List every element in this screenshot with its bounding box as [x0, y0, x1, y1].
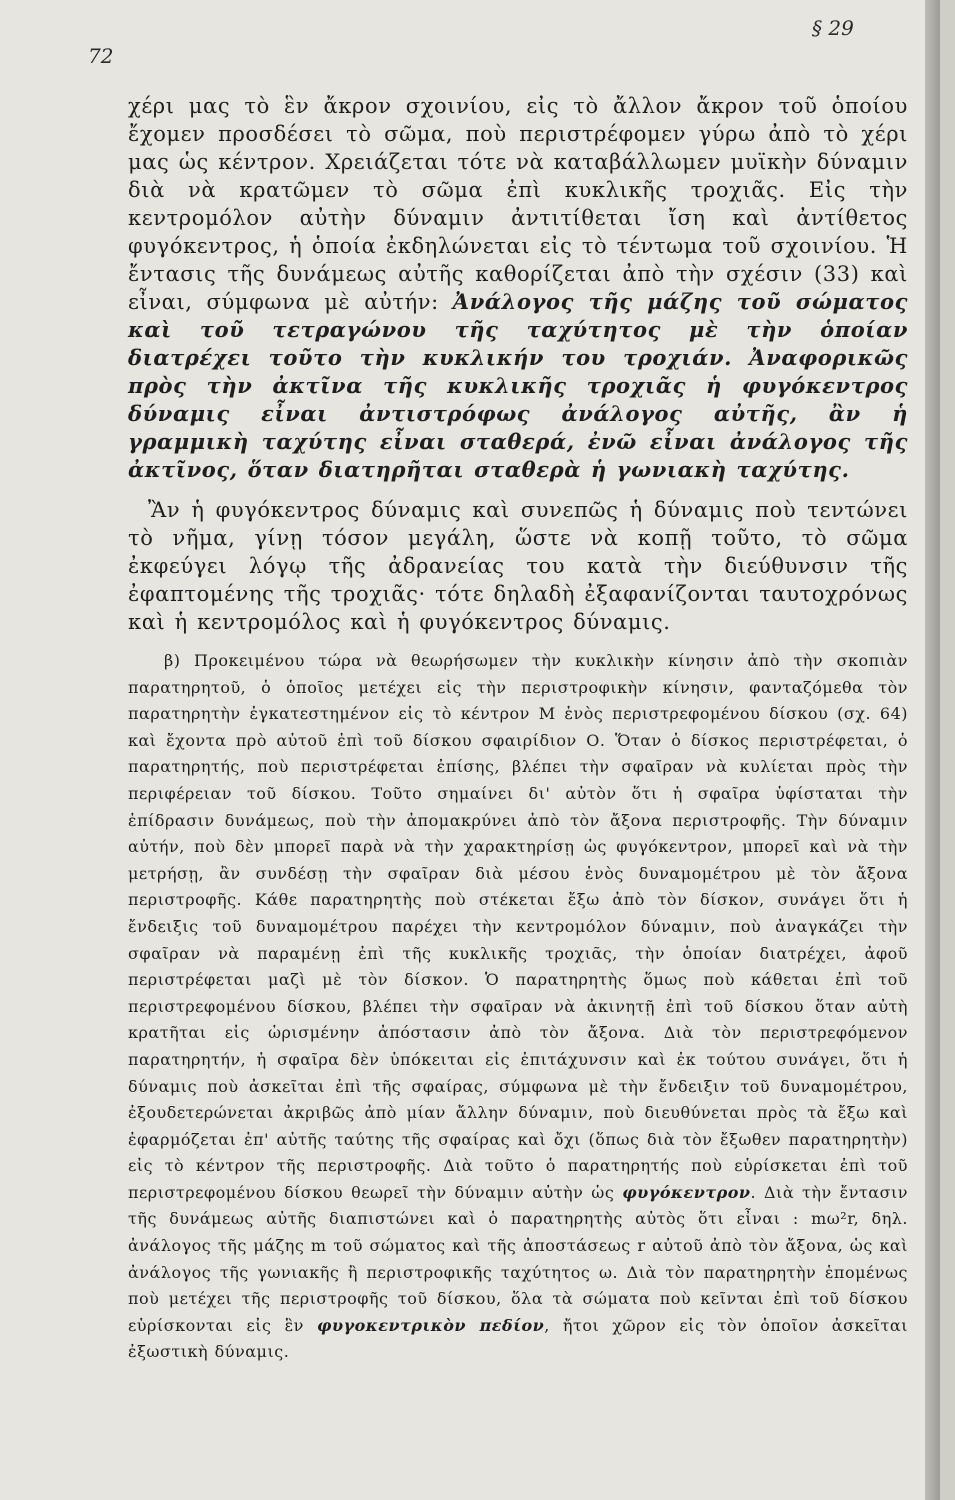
paragraph-text: χέρι μας τὸ ἓν ἄκρον σχοινίου, εἰς τὸ ἄλλον ἄκρον τοῦ ὁποίου ἔχομεν προσδέσει τὸ σῶμα, ποὺ περιστρέφομεν γύρω ἀπὸ τὸ χέρι μας ὡς κέντρον. Χρειάζεται τότε νὰ καταβάλλωμεν μυϊκὴν δύναμιν διὰ νὰ κρατῶμεν τὸ σῶμα ἐπὶ κυκλικῆς τροχιᾶς. Εἰς τὴν κεντρομόλον αὐτὴν δύναμιν ἀντιτίθεται ἴση καὶ ἀντίθετος φυγόκεντρος, ἡ ὁποία ἐκδηλώνεται εἰς τὸ τέντωμα τοῦ σχοινίου. Ἡ ἔντασις τῆς δυνάμεως αὐτῆς καθορίζεται ἀπὸ τὴν σχέσιν (33) καὶ εἶναι, σύμφωνα μὲ αὐτήν:	[128, 94, 908, 314]
paragraph-rotating-observer	[128, 648, 908, 1366]
page-number: 72	[88, 44, 114, 68]
paragraph-centrifugal-force-intro	[128, 92, 908, 484]
paragraph-text-continued: . Διὰ τὴν ἔντασιν τῆς δυνάμεως αὐτῆς διαπιστώνει καὶ ὁ παρατηρητὴς αὐτὸς ὅτι εἶναι : mω²r, δηλ. ἀνάλογος τῆς μάζης m τοῦ σώματος καὶ τῆς ἀποστάσεως r αὐτοῦ ἀπὸ τὸν ἄξονα, ὡς καὶ ἀνάλογος τῆς γωνιακῆς ἢ περιστροφικῆς ταχύτητος ω. Διὰ τὸν παρατηρητὴν ἑπομένως ποὺ μετέχει τῆς περιστροφῆς τοῦ δίσκου, ὅλα τὰ σώματα ποὺ κεῖνται ἐπὶ τοῦ δίσκου εὑρίσκονται εἰς ἓν	[128, 1182, 908, 1335]
emphasized-term-centrifugal-field: φυγοκεντρικὸν πεδίον	[316, 1315, 545, 1335]
page-body	[128, 92, 908, 1366]
emphasized-statement: Ἀνάλογος τῆς μάζης τοῦ σώματος καὶ τοῦ τετραγώνου τῆς ταχύτητος μὲ τὴν ὁποίαν διατρέχει τοῦτο τὴν κυκλικήν του τροχιάν. Ἀναφορικῶς πρὸς τὴν ἀκτῖνα τῆς κυκλικῆς τροχιᾶς ἡ φυγόκεντρος δύναμις εἶναι ἀντιστρόφως ἀνάλογος αὐτῆς, ἂν ἡ γραμμικὴ ταχύτης εἶναι σταθερά, ἐνῶ εἶναι ἀνάλογος τῆς ἀκτῖνος, ὅταν διατηρῆται σταθερὰ ἡ γωνιακὴ ταχύτης.	[128, 289, 908, 482]
emphasized-term-centrifugal: φυγόκεντρον	[622, 1182, 751, 1202]
page-edge-shadow	[925, 0, 940, 1500]
paragraph-text-end: , ἤτοι χῶρον εἰς τὸν ὁποῖον ἀσκεῖται ἐξωστικὴ δύναμις.	[128, 1315, 908, 1362]
paragraph-rope-breaks: Ἂν ἡ φυγόκεντρος δύναμις καὶ συνεπῶς ἡ δύναμις ποὺ τεντώνει τὸ νῆμα, γίνῃ τόσον μεγάλη, ὥστε νὰ κοπῇ τοῦτο, τὸ σῶμα ἐκφεύγει λόγῳ τῆς ἀδρανείας του κατὰ τὴν διεύθυνσιν τῆς ἐφαπτομένης τῆς τροχιᾶς· τότε δηλαδὴ ἐξαφανίζονται ταυτοχρόνως καὶ ἡ κεντρομόλος καὶ ἡ φυγόκεντρος δύναμις.	[128, 498, 908, 634]
page-header	[0, 0, 940, 80]
section-reference: § 29	[812, 16, 854, 40]
paragraph-text: β) Προκειμένου τώρα νὰ θεωρήσωμεν τὴν κυκλικὴν κίνησιν ἀπὸ τὴν σκοπιὰν παρατηρητοῦ, ὁ ὁποῖος μετέχει εἰς τὴν περιστροφικὴν κίνησιν, φανταζόμεθα τὸν παρατηρητὴν ἐγκατεστημένον εἰς τὸ κέντρον Μ ἑνὸς περιστρεφομένου δίσκου (σχ. 64) καὶ ἔχοντα πρὸ αὐτοῦ ἐπὶ τοῦ δίσκου σφαιρίδιον Ο. Ὅταν ὁ δίσκος περιστρέφεται, ὁ παρατηρητής, ποὺ περιστρέφεται ἐπίσης, βλέπει τὴν σφαῖραν νὰ κυλίεται πρὸς τὴν περιφέρειαν τοῦ δίσκου. Τοῦτο σημαίνει δι' αὐτὸν ὅτι ἡ σφαῖρα ὑφίσταται τὴν ἐπίδρασιν δυνάμεως, ποὺ τὴν ἀπομακρύνει ἀπὸ τὸν ἄξονα περιστροφῆς. Τὴν δύναμιν αὐτήν, ποὺ δὲν μπορεῖ παρὰ νὰ τὴν χαρακτηρίσῃ ὡς φυγόκεντρον, μπορεῖ καὶ νὰ τὴν μετρήσῃ, ἂν συνδέσῃ τὴν σφαῖραν διὰ μέσου ἑνὸς δυναμομέτρου μὲ τὸν ἄξονα περιστροφῆς. Κάθε παρατηρητὴς ποὺ στέκεται ἔξω ἀπὸ τὸν δίσκον, συνάγει ὅτι ἡ ἔνδειξις τοῦ δυναμομέτρου παρέχει τὴν κεντρομόλον δύναμιν, ποὺ ἀναγκάζει τὴν σφαῖραν νὰ παραμένῃ ἐπὶ τῆς κυκλικῆς τροχιᾶς, τὴν ὁποίαν διατρέχει, ἀφοῦ περιστρέφεται μαζὶ μὲ τὸν δίσκον. Ὁ παρατηρητὴς ὅμως ποὺ κάθεται ἐπὶ τοῦ περιστρεφομένου δίσκου, βλέπει τὴν σφαῖραν νὰ ἀκινητῇ ἐπὶ τοῦ δίσκου ὅταν αὐτὴ κρατῆται εἰς ὡρισμένην ἀπόστασιν ἀπὸ τὸν ἄξονα. Διὰ τὸν περιστρεφόμενον παρατηρητήν, ἡ σφαῖρα δὲν ὑπόκειται εἰς ἐπιτάχυνσιν καὶ ἐκ τούτου συνάγει, ὅτι ἡ δύναμις ποὺ ἀσκεῖται ἐπὶ τῆς σφαίρας, σύμφωνα μὲ τὴν ἔνδειξιν τοῦ δυναμομέτρου, ἐξουδετερώνεται ἀκριβῶς ἀπὸ μίαν ἄλλην δύναμιν, ποὺ διευθύνεται πρὸς τὰ ἔξω καὶ ἐφαρμόζεται ἐπ' αὐτῆς ταύτης τῆς σφαίρας καὶ ὄχι (ὅπως διὰ τὸν ἔξωθεν παρατηρητὴν) εἰς τὸ κέντρον τῆς περιστροφῆς. Διὰ τοῦτο ὁ παρατηρητής ποὺ εὑρίσκεται ἐπὶ τοῦ περιστρεφομένου δίσκου θεωρεῖ τὴν δύναμιν αὐτὴν ὡς	[128, 651, 908, 1202]
